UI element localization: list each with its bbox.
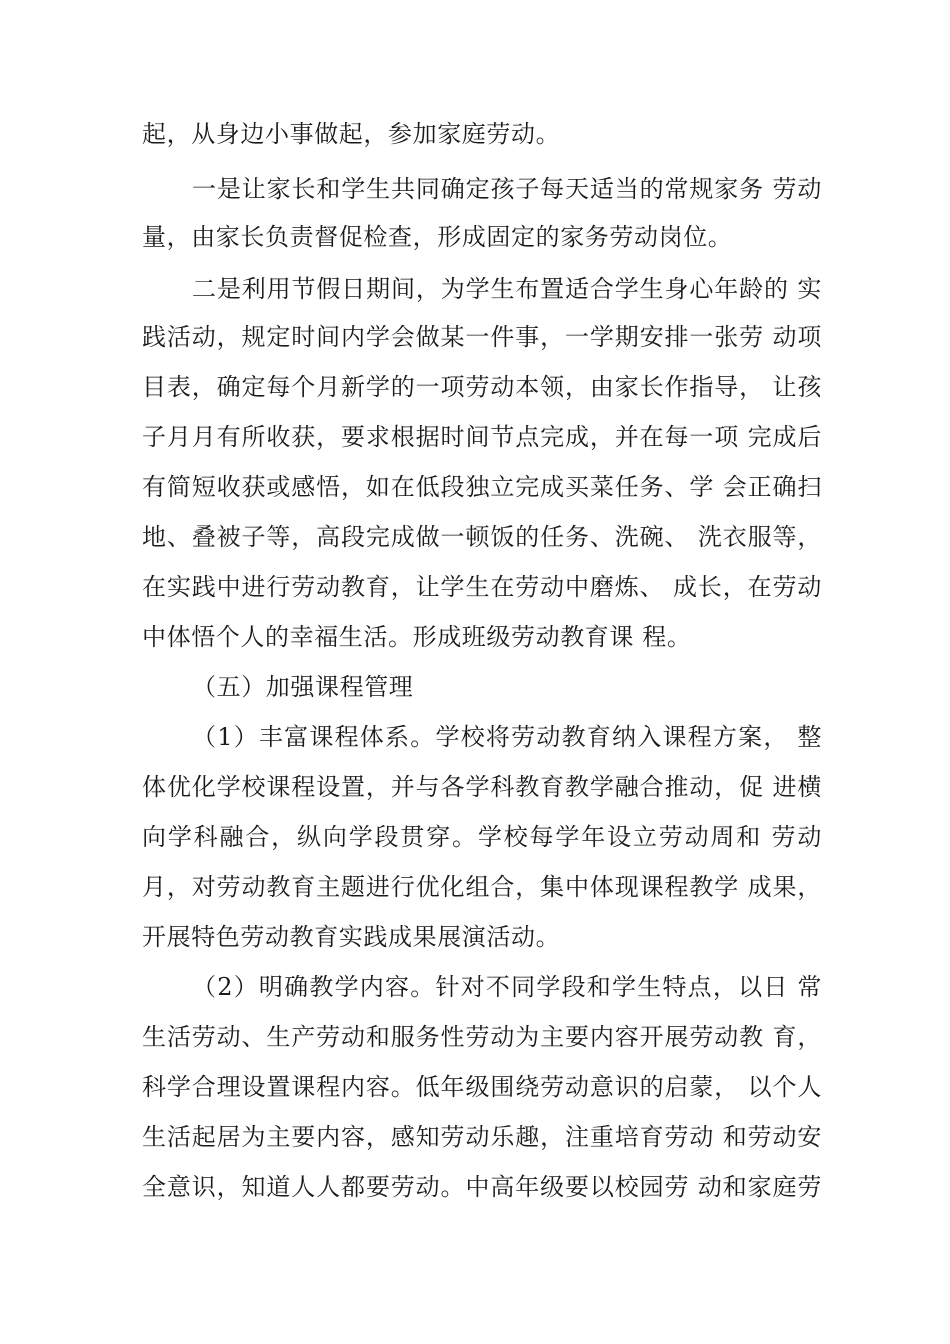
text-line: 全意识，知道人人都要劳动。中高年级要以校园劳 动和家庭劳 <box>142 1173 822 1201</box>
text-line: 在实践中进行劳动教育，让学生在劳动中磨炼、 成长，在劳动 <box>142 573 822 601</box>
text-line: 起，从身边小事做起，参加家庭劳动。 <box>142 120 561 148</box>
text-line: 践活动，规定时间内学会做某一件事，一学期安排一张劳 动项 <box>142 323 822 351</box>
paragraph-first-line: （2）明确教学内容。针对不同学段和学生特点，以日 常 <box>192 973 822 1001</box>
text-line: 体优化学校课程设置，并与各学科教育教学融合推动，促 进横 <box>142 773 822 801</box>
text-line: 科学合理设置课程内容。低年级围绕劳动意识的启蒙， 以个人 <box>142 1073 822 1101</box>
text-line: 生活起居为主要内容，感知劳动乐趣，注重培育劳动 和劳动安 <box>142 1123 822 1151</box>
text-line: 量，由家长负责督促检查，形成固定的家务劳动岗位。 <box>142 223 733 251</box>
text-line: 子月月有所收获，要求根据时间节点完成，并在每一项 完成后 <box>142 423 822 451</box>
text-line: 地、叠被子等，高段完成做一顿饭的任务、洗碗、 洗衣服等， <box>142 523 822 551</box>
paragraph-first-line: 二是利用节假日期间，为学生布置适合学生身心年龄的 实 <box>192 275 822 303</box>
text-line: 月，对劳动教育主题进行优化组合，集中体现课程教学 成果， <box>142 873 822 901</box>
text-line: 中体悟个人的幸福生活。形成班级劳动教育课 程。 <box>142 623 692 651</box>
text-line: 有简短收获或感悟，如在低段独立完成买菜任务、学 会正确扫 <box>142 473 822 501</box>
text-line: 开展特色劳动教育实践成果展演活动。 <box>142 923 561 951</box>
paragraph-first-line: 一是让家长和学生共同确定孩子每天适当的常规家务 劳动 <box>192 175 822 203</box>
section-heading: （五）加强课程管理 <box>192 673 414 701</box>
text-line: 目表，确定每个月新学的一项劳动本领，由家长作指导， 让孩 <box>142 373 822 401</box>
paragraph-first-line: （1）丰富课程体系。学校将劳动教育纳入课程方案， 整 <box>192 723 822 751</box>
text-line: 向学科融合，纵向学段贯穿。学校每学年设立劳动周和 劳动 <box>142 823 822 851</box>
text-line: 生活劳动、生产劳动和服务性劳动为主要内容开展劳动教 育， <box>142 1023 822 1051</box>
